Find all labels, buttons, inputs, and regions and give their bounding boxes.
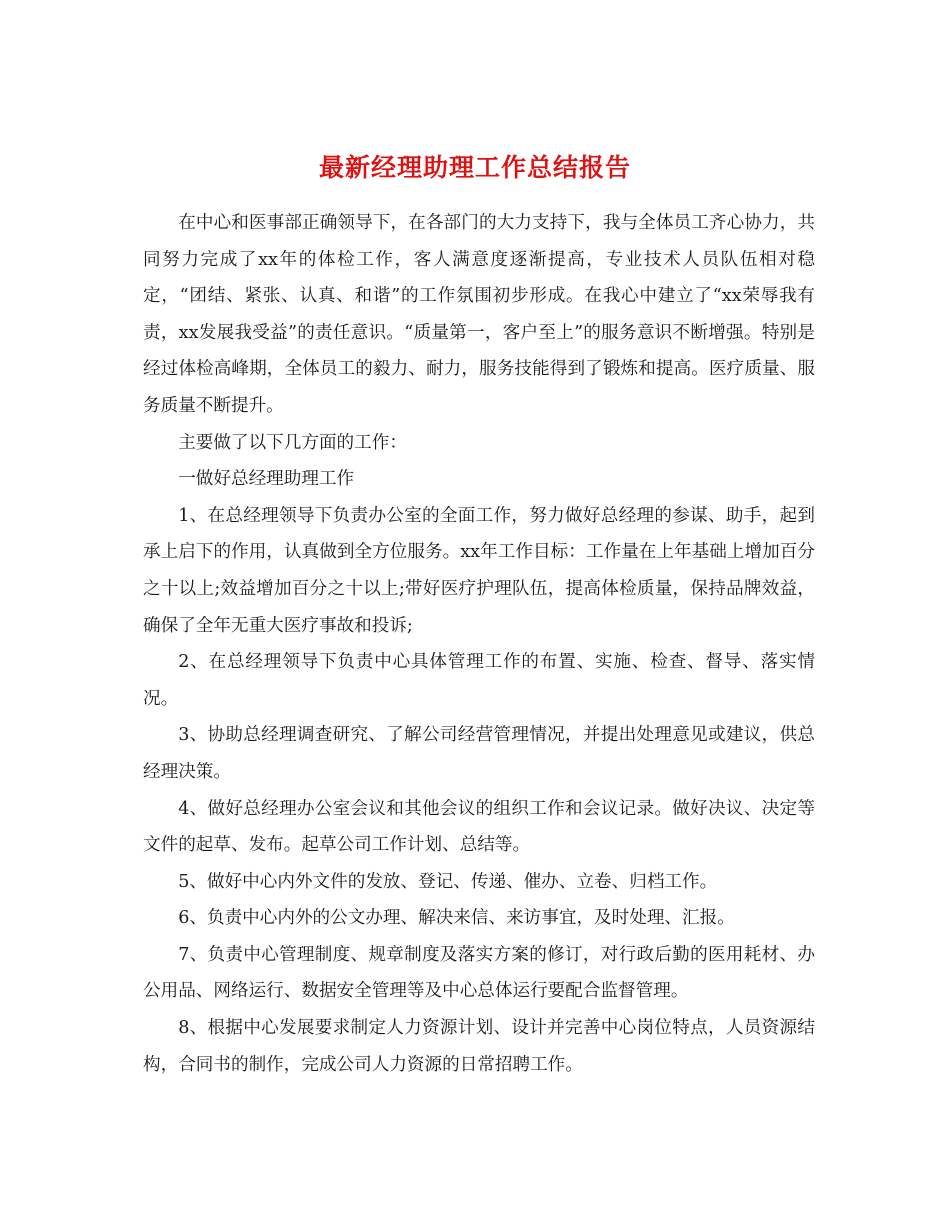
list-item-8: 8、根据中心发展要求制定人力资源计划、设计并完善中心岗位特点，人员资源结构，合同书的制作，完成公司人力资源的日常招聘工作。 bbox=[143, 1018, 815, 1075]
paragraph-intro: 在中心和医事部正确领导下，在各部门的大力支持下，我与全体员工齐心协力，共同努力完成了xx年的体检工作，客人满意度逐渐提高，专业技术人员队伍相对稳定，“团结、紧张、认真、和谐”的工作氛围初步形成。在我心中建立了“xx荣辱我有责，xx发展我受益”的责任意识。“质量第一，客户至上”的服务意识不断增强。特别是经过体检高峰期，全体员工的毅力、耐力，服务技能得到了锻炼和提高。医疗质量、服务质量不断提升。 bbox=[143, 213, 815, 416]
paragraph-summary-lead: 主要做了以下几方面的工作： bbox=[178, 432, 407, 453]
list-item-7: 7、负责中心管理制度、规章制度及落实方案的修订，对行政后勤的医用耗材、办公用品、网络运行、数据安全管理等及中心总体运行要配合监督管理。 bbox=[143, 944, 815, 1002]
list-item-6: 6、负责中心内外的公文办理、解决来信、来访事宜，及时处理、汇报。 bbox=[178, 908, 735, 929]
document-body bbox=[143, 205, 815, 1083]
list-item-3: 3、协助总经理调查研究、了解公司经营管理情况，并提出处理意见或建议，供总经理决策。 bbox=[143, 725, 815, 782]
section-heading: 一做好总经理助理工作 bbox=[178, 469, 355, 490]
list-item-1: 1、在总经理领导下负责办公室的全面工作，努力做好总经理的参谋、助手，起到承上启下的作用，认真做到全方位服务。xx年工作目标：工作量在上年基础上增加百分之十以上;效益增加百分之十以上;带好医疗护理队伍，提高体检质量，保持品牌效益，确保了全年无重大医疗事故和投诉; bbox=[143, 505, 815, 636]
list-item-2: 2、在总经理领导下负责中心具体管理工作的布置、实施、检查、督导、落实情况。 bbox=[143, 652, 815, 709]
list-item-5: 5、做好中心内外文件的发放、登记、传递、催办、立卷、归档工作。 bbox=[178, 871, 718, 892]
list-item-4: 4、做好总经理办公室会议和其他会议的组织工作和会议记录。做好决议、决定等文件的起草、发布。起草公司工作计划、总结等。 bbox=[143, 798, 815, 856]
document-title: 最新经理助理工作总结报告 bbox=[318, 152, 631, 182]
